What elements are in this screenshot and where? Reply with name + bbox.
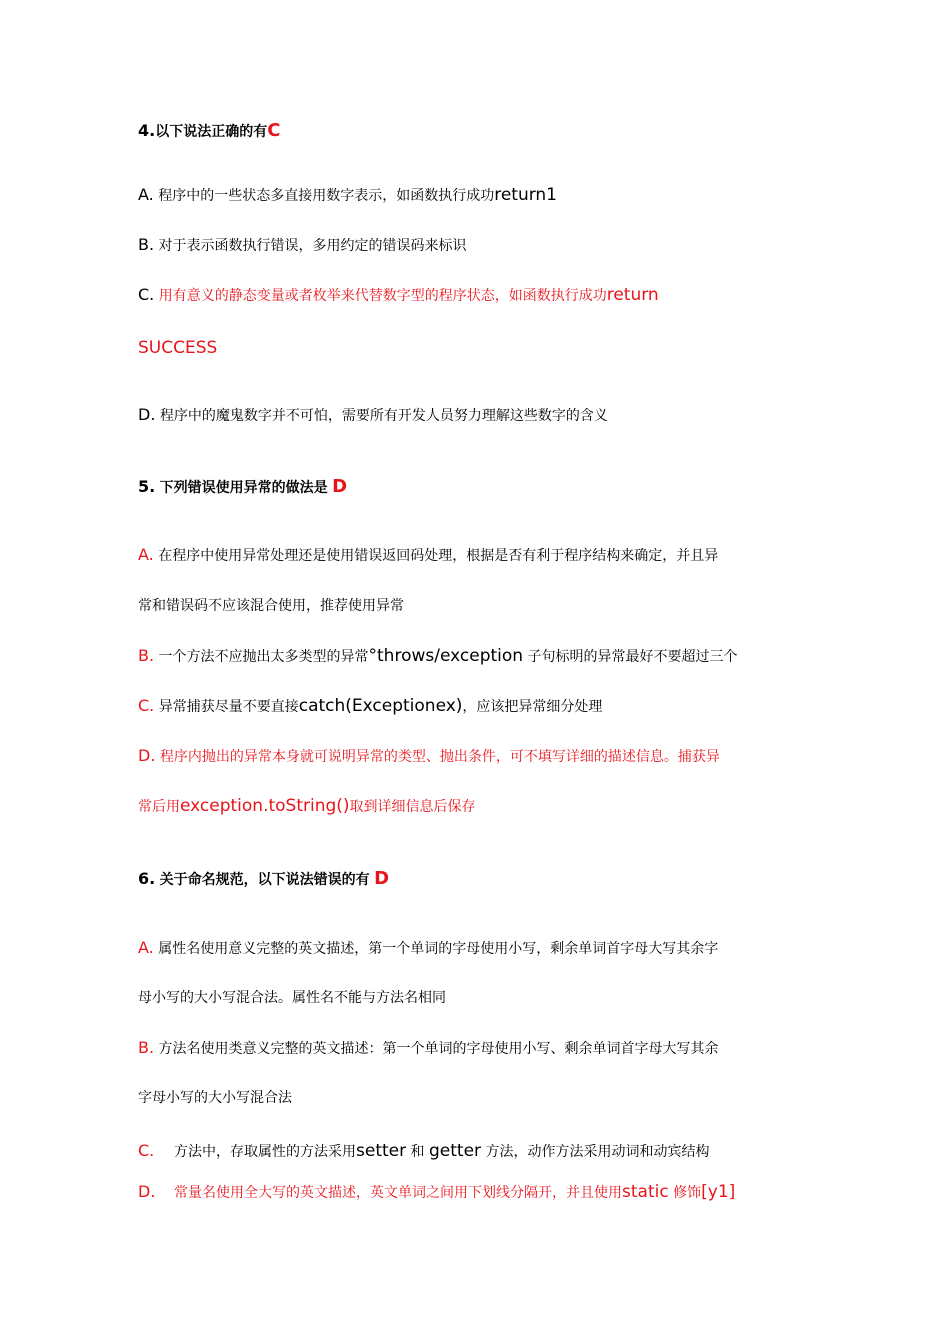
option-letter: A.: [138, 938, 154, 957]
option-text-after: ，应该把异常细分处理: [462, 699, 603, 715]
option-latin: catch(Exceptionex): [298, 696, 463, 716]
q6-option-b: [138, 1038, 719, 1059]
option-letter: A.: [138, 185, 154, 204]
option-letter: D.: [138, 746, 156, 765]
option-letter: D.: [138, 405, 156, 424]
option-mid: 和: [406, 1144, 430, 1160]
option-latin: static: [622, 1182, 669, 1202]
q6-option-b-continuation: 字母小写的大小写混合法: [138, 1090, 292, 1106]
q6-option-a: [138, 938, 718, 959]
q4-option-b: [138, 235, 467, 256]
option-letter: B.: [138, 1038, 155, 1057]
q5-option-d: [138, 746, 720, 767]
q4-option-c-continuation: SUCCESS: [138, 338, 218, 358]
answer-letter: D: [374, 868, 390, 889]
option-text: 一个方法不应抛出太多类型的异常: [158, 649, 369, 665]
q5-option-c: [138, 696, 602, 717]
option-letter: C.: [138, 1141, 155, 1160]
question-number: 5.: [138, 477, 156, 496]
option-text: 方法名使用类意义完整的英文描述：第一个单词的字母使用小写、剩余单词首字母大写其余: [158, 1041, 719, 1057]
option-letter: B.: [138, 235, 155, 254]
q4-option-a: [138, 185, 557, 206]
q5-option-a-continuation: 常和错误码不应该混合使用，推荐使用异常: [138, 598, 404, 614]
option-letter: C.: [138, 285, 155, 304]
question-4-heading: [138, 121, 280, 142]
option-letter: A.: [138, 545, 154, 564]
continuation-latin: exception.toString(): [180, 796, 350, 816]
q4-option-d: [138, 405, 608, 426]
question-title: 下列错误使用异常的做法是: [159, 480, 328, 496]
option-text: 对于表示函数执行错误，多用约定的错误码来标识: [158, 238, 467, 254]
question-title: 以下说法正确的有: [155, 124, 268, 140]
option-text: 常量名使用全大写的英文描述，英文单词之间用下划线分隔开，并且使用: [174, 1185, 622, 1201]
question-number: 4.: [138, 121, 156, 140]
question-number: 6.: [138, 869, 156, 888]
q5-option-d-continuation: [138, 796, 476, 817]
option-text-after: 修饰: [668, 1185, 702, 1201]
option-text: 程序中的一些状态多直接用数字表示，如函数执行成功: [158, 188, 495, 204]
option-text-after: 方法，动作方法采用动词和动宾结构: [481, 1144, 710, 1160]
continuation-pre: 常后用: [138, 799, 180, 815]
option-text: 异常捕获尽量不要直接: [158, 699, 299, 715]
option-text-after: 子句标明的异常最好不要超过三个: [523, 649, 738, 665]
option-text: 在程序中使用异常处理还是使用错误返回码处理，根据是否有利于程序结构来确定，并且异: [158, 548, 719, 564]
comment-marker: [y1]: [701, 1182, 736, 1202]
continuation-post: 取到详细信息后保存: [349, 799, 476, 815]
option-latin-2: getter: [429, 1141, 482, 1161]
option-latin: °throws/exception: [368, 646, 524, 666]
q4-option-c: [138, 285, 659, 306]
q5-option-b: [138, 646, 738, 667]
option-text: 程序内抛出的异常本身就可说明异常的类型、抛出条件，可不填写详细的描述信息。捕获异: [159, 749, 720, 765]
answer-letter: D: [332, 476, 348, 497]
question-title: 关于命名规范，以下说法错误的有: [159, 872, 370, 888]
answer-letter: C: [267, 120, 281, 141]
option-letter: C.: [138, 696, 155, 715]
option-text: 程序中的魔鬼数字并不可怕，需要所有开发人员努力理解这些数字的含义: [159, 408, 608, 424]
option-text: 属性名使用意义完整的英文描述，第一个单词的字母使用小写，剩余单词首字母大写其余字: [158, 941, 719, 957]
option-latin: setter: [356, 1141, 407, 1161]
q5-option-a: [138, 545, 718, 566]
question-5-heading: [138, 477, 347, 498]
option-text: 用有意义的静态变量或者枚举来代替数字型的程序状态，如函数执行成功: [158, 288, 607, 304]
option-latin: return1: [494, 185, 557, 205]
option-letter: D.: [138, 1182, 156, 1201]
q6-option-c: [138, 1141, 710, 1162]
q6-option-a-continuation: 母小写的大小写混合法。属性名不能与方法名相同: [138, 990, 446, 1006]
question-6-heading: [138, 869, 389, 890]
option-latin: return: [606, 285, 659, 305]
option-letter: B.: [138, 646, 155, 665]
option-text: 方法中，存取属性的方法采用: [174, 1144, 356, 1160]
q6-option-d: [138, 1182, 735, 1203]
